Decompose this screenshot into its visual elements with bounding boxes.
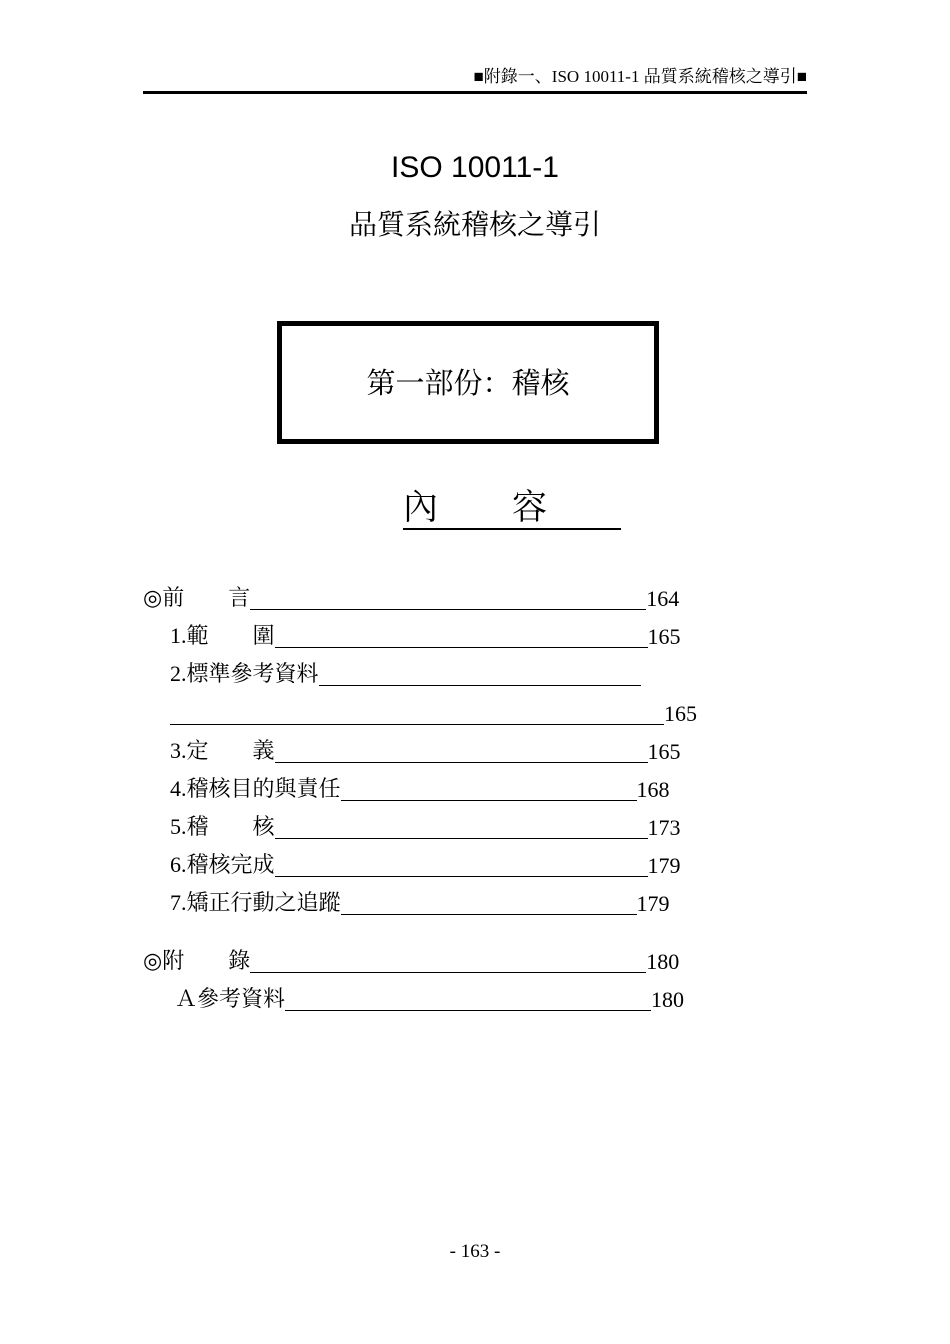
toc-entry-page: 165 xyxy=(647,624,681,649)
toc-leader-line xyxy=(341,778,637,801)
toc-entry[interactable] xyxy=(175,976,684,1014)
toc-entry-page: 164 xyxy=(646,586,680,611)
toc-leader-line xyxy=(341,892,637,915)
toc-leader-line xyxy=(275,740,648,763)
toc-entry-page: 180 xyxy=(651,987,685,1012)
toc-entry-label: 6.稽核完成 xyxy=(170,852,275,878)
toc-leader-line xyxy=(285,988,651,1011)
toc-entry-continuation[interactable] xyxy=(170,690,697,728)
toc-entry-appendix[interactable] xyxy=(143,938,679,976)
toc-entry-label: ◎附 錄 xyxy=(143,949,251,974)
toc-entry[interactable] xyxy=(170,728,681,766)
toc-entry[interactable] xyxy=(170,766,670,804)
toc-entry-page: 180 xyxy=(646,949,680,974)
toc-entry[interactable] xyxy=(170,613,681,651)
toc-entry-page: 165 xyxy=(664,701,697,726)
toc-entry-page: 179 xyxy=(636,891,670,916)
toc-entry[interactable] xyxy=(170,651,641,689)
toc-entry[interactable] xyxy=(170,842,681,880)
toc-entry-page: 173 xyxy=(647,815,681,840)
page-number: - 163 - xyxy=(449,1241,501,1262)
toc-entry-page: 179 xyxy=(647,853,681,878)
toc-entry-label: 7.矯正行動之追蹤 xyxy=(170,890,341,916)
part-title-box xyxy=(277,321,659,444)
toc-leader-line xyxy=(275,625,648,648)
document-title-chinese: 品質系統稽核之導引 xyxy=(348,208,601,241)
toc-entry-label: 2.標準參考資料 xyxy=(170,661,319,687)
toc-entry[interactable] xyxy=(170,804,681,842)
running-header: ■附錄一、ISO 10011-1 品質系統稽核之導引■ xyxy=(473,67,807,86)
toc-entry-label: 4.稽核目的與責任 xyxy=(170,776,341,802)
contents-heading xyxy=(0,486,950,530)
toc-leader-line xyxy=(170,702,664,725)
toc-entry-label: Ａ參考資料 xyxy=(175,987,286,1012)
toc-leader-line xyxy=(250,587,646,610)
toc-entry-label: ◎前 言 xyxy=(143,586,251,611)
toc-entry-preface[interactable] xyxy=(143,575,679,613)
toc-leader-line xyxy=(275,854,648,877)
toc-entry-label: 1.範 圍 xyxy=(170,623,275,649)
toc-leader-line xyxy=(319,663,641,686)
toc-entry-label: 3.定 義 xyxy=(170,738,275,764)
part-title: 第一部份：稽核 xyxy=(366,365,570,400)
header-rule xyxy=(143,91,807,94)
toc-leader-line xyxy=(275,816,648,839)
contents-heading-text: 內容 xyxy=(402,488,621,528)
toc-entry[interactable] xyxy=(170,880,670,918)
document-title-english: ISO 10011-1 xyxy=(391,151,559,184)
toc-entry-page: 165 xyxy=(647,739,681,764)
toc-entry-label: 5.稽 核 xyxy=(170,814,275,840)
toc-leader-line xyxy=(250,950,646,973)
toc-entry-page: 168 xyxy=(636,777,670,802)
